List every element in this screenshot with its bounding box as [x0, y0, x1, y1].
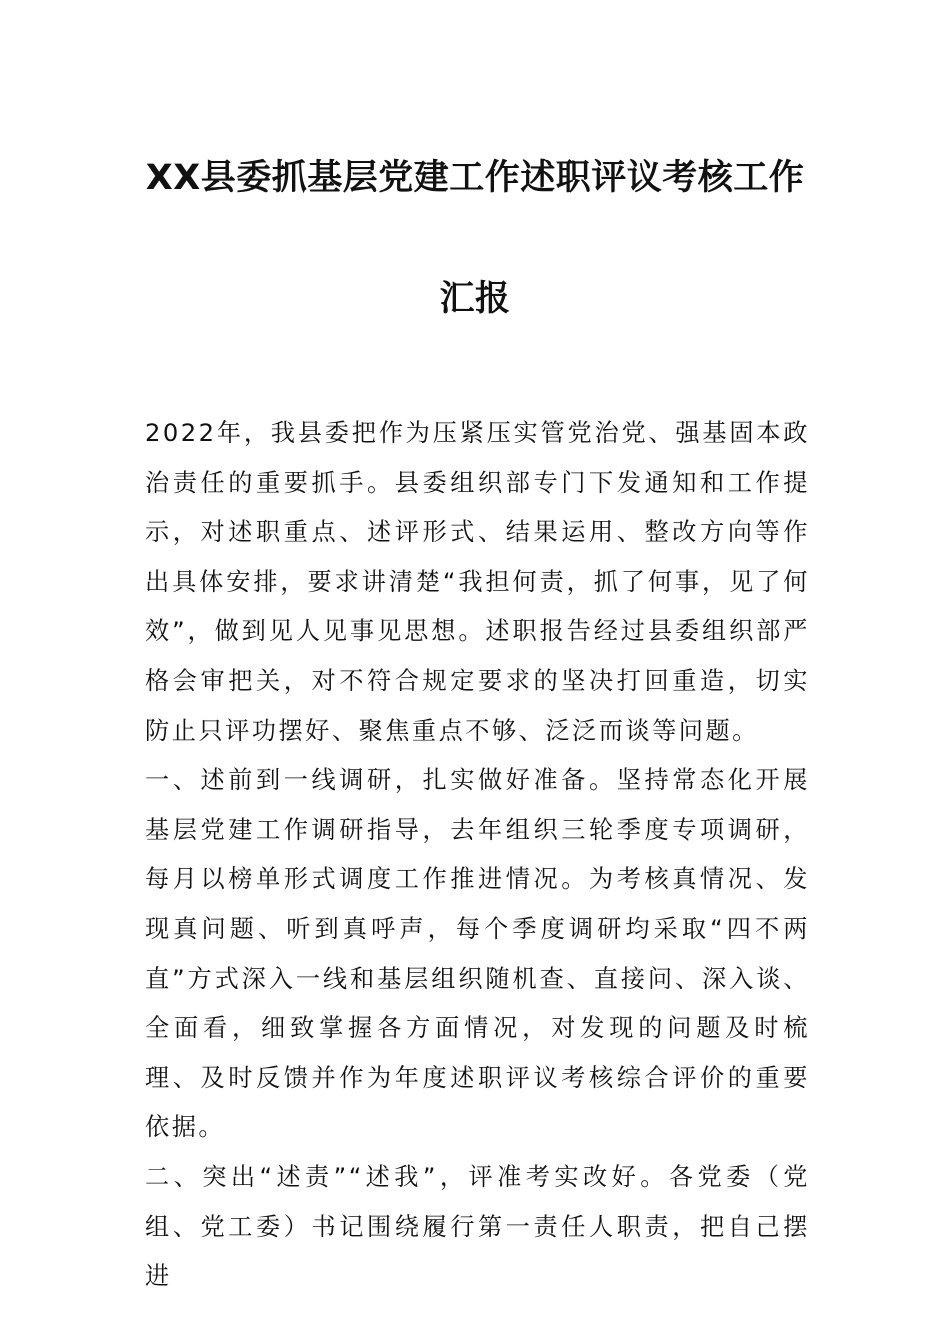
paragraph-section-1: 一、述前到一线调研，扎实做好准备。坚持常态化开展基层党建工作调研指导，去年组织三轮季度专项调研，每月以榜单形式调度工作推进情况。为考核真情况、发现真问题、听到真呼声，每个季度调研均采取“四不两直”方式深入一线和基层组织随机查、直接问、深入谈、全面看，细致掌握各方面情况，对发现的问题及时梳理、及时反馈并作为年度述职评议考核综合评价的重要依据。 [145, 766, 810, 1142]
document-body [145, 409, 810, 1302]
paragraph-section-2: 二、突出“述责”“述我”，评准考实改好。各党委（党组、党工委）书记围绕履行第一责任人职责，把自己摆进 [145, 1162, 810, 1291]
document-title-line-1: XX县委抓基层党建工作述职评议考核工作 [145, 158, 805, 198]
paragraph-intro: 2022年，我县委把作为压紧压实管党治党、强基固本政治责任的重要抓手。县委组织部专门下发通知和工作提示，对述职重点、述评形式、结果运用、整改方向等作出具体安排，要求讲清楚“我担何责，抓了何事，见了何效”，做到见人见事见思想。述职报告经过县委组织部严格会审把关，对不符合规定要求的坚决打回重造，切实防止只评功摆好、聚焦重点不够、泛泛而谈等问题。 [145, 419, 810, 745]
document-title-line-2: 汇报 [439, 279, 511, 319]
